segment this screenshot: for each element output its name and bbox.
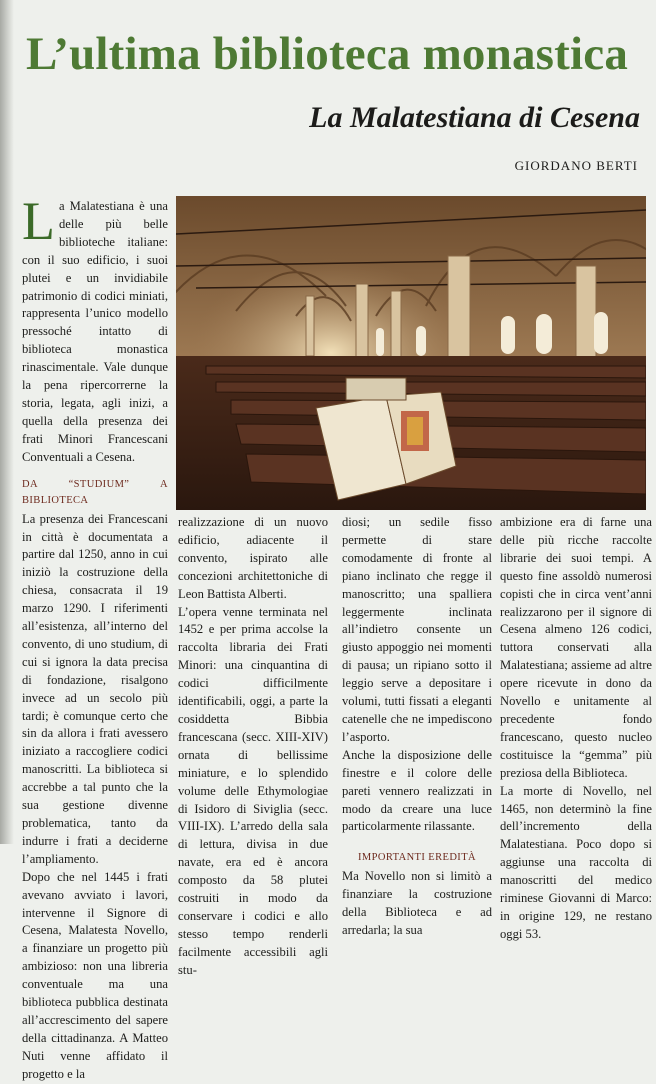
col2-paragraph-2: L’opera venne terminata nel 1452 e per prima accolse la raccolta libraria dei Frati Minori: una cinquantina di codici difficilmente identificabili, oggi, a parte la cosiddetta Bibbia francescana (secc. XIII-XIV) ornata di bellissime miniature, e lo splendido volume delle Ethymologiae di Isidoro di Siviglia (secc. VIII-IX). L’arredo della sala di lettura, divisa in due navate, era ed è ancora composto da 58 plutei costruiti in modo da conservare i codici e allo stesso tempo renderli facilmente accessibili agli stu-: [178, 604, 328, 977]
col4-paragraph-1: ambizione era di farne una delle più ricche raccolte librarie dei suoi tempi. A questo fine assoldò numerosi copisti che in circa vent’anni realizzarono per il signore di Cesena almeno 126 codici, tuttora conservati alla Malatestiana; assieme ad altre opere ricevute in dono da Novello e unitamente al precedente fondo francescano, questo nucleo costituisce la “gemma” più preziosa della Biblioteca.: [500, 515, 652, 780]
section-heading-studium: DA “STUDIUM” A BIBLIOTECA: [22, 478, 168, 506]
section1-paragraph-2: Dopo che nel 1445 i frati avevano avviato i lavori, intervenne il Signore di Cesena, Malatesta Novello, a finanziare un progetto più ambizioso: non una libreria conventuale ma una biblioteca pubblica destinata all’accrescimento del sapere della cittadinanza. A Matteo Nuti venne affidato il progetto e la: [22, 869, 168, 1081]
col3-paragraph-2: Anche la disposizione delle finestre e il colore delle pareti vennero realizzati in modo da creare una luce particolarmente rilassante.: [342, 747, 492, 834]
library-reading-room-photo: [176, 196, 646, 510]
article-subtitle: La Malatestiana di Cesena: [309, 101, 640, 134]
section-heading-eredita: IMPORTANTI EREDITÀ: [357, 852, 476, 864]
article-title: L’ultima biblioteca monastica: [26, 28, 629, 80]
page-spine-shadow: [0, 0, 14, 844]
col3-paragraph-3: Ma Novello non si limitò a finanziare la costruzione della Biblioteca e ad arredarla; la sua: [342, 869, 492, 938]
col2-paragraph-1: realizzazione di un nuovo edificio, adiacente il convento, ispirato alle concezioni architettoniche di Leon Battista Alberti.: [178, 515, 328, 601]
intro-text: a Malatestiana è una delle più belle biblioteche italiane: con il suo edificio, i suoi plutei e un invidiabile patrimonio di codici miniati, rappresenta l’unico modello pressoché intatto di biblioteca monastica rinascimentale. Vale dunque la pena ripercorrerne la storia, legata, agli inizi, a quella della presenza dei frati Minori Francescani Conventuali a Cesena.: [22, 199, 168, 464]
column-3: [342, 514, 492, 940]
intro-paragraph: [22, 191, 168, 467]
col4-paragraph-2: La morte di Novello, nel 1465, non determinò la fine dell’incremento della Malatestiana. Poco dopo si aggiunse una raccolta di manoscritti del medico riminese Giovanni di Marco: in origine 129, ne restano oggi 53.: [500, 783, 652, 941]
library-photo-illustration: [176, 196, 646, 510]
drop-cap: L: [22, 191, 55, 251]
column-1: [22, 191, 168, 1084]
col3-paragraph-1: diosi; un sedile fisso permette di stare comodamente di fronte al piano inclinato che regge il manoscritto; una spalliera leggermente inclinata all’indietro consente un giusto appoggio nei momenti di pausa; un ripiano sotto il leggio serve a depositare i volumi, tutti fissati a eleganti catenelle che ne impediscono l’asporto.: [342, 515, 492, 744]
column-2: [178, 514, 328, 980]
column-4: [500, 514, 652, 944]
author-byline: GIORDANO BERTI: [514, 158, 638, 173]
section1-paragraph-1: La presenza dei Francescani in città è documentata a partire dal 1250, anno in cui iniziò la costruzione della chiesa, consacrata il 19 marzo 1290. I riferimenti all’esistenza, all’interno del convento, di uno studium, di cui si ignora la data precisa di fondazione, risalgono invece ad un secolo più tardi; è comunque certo che sin da allora i frati avessero iniziato a raccogliere codici manoscritti. La biblioteca si accrebbe a tal punto che la sua gestione divenne problematica, tanto da indurre i frati a deciderne l’ampliamento.: [22, 511, 168, 866]
